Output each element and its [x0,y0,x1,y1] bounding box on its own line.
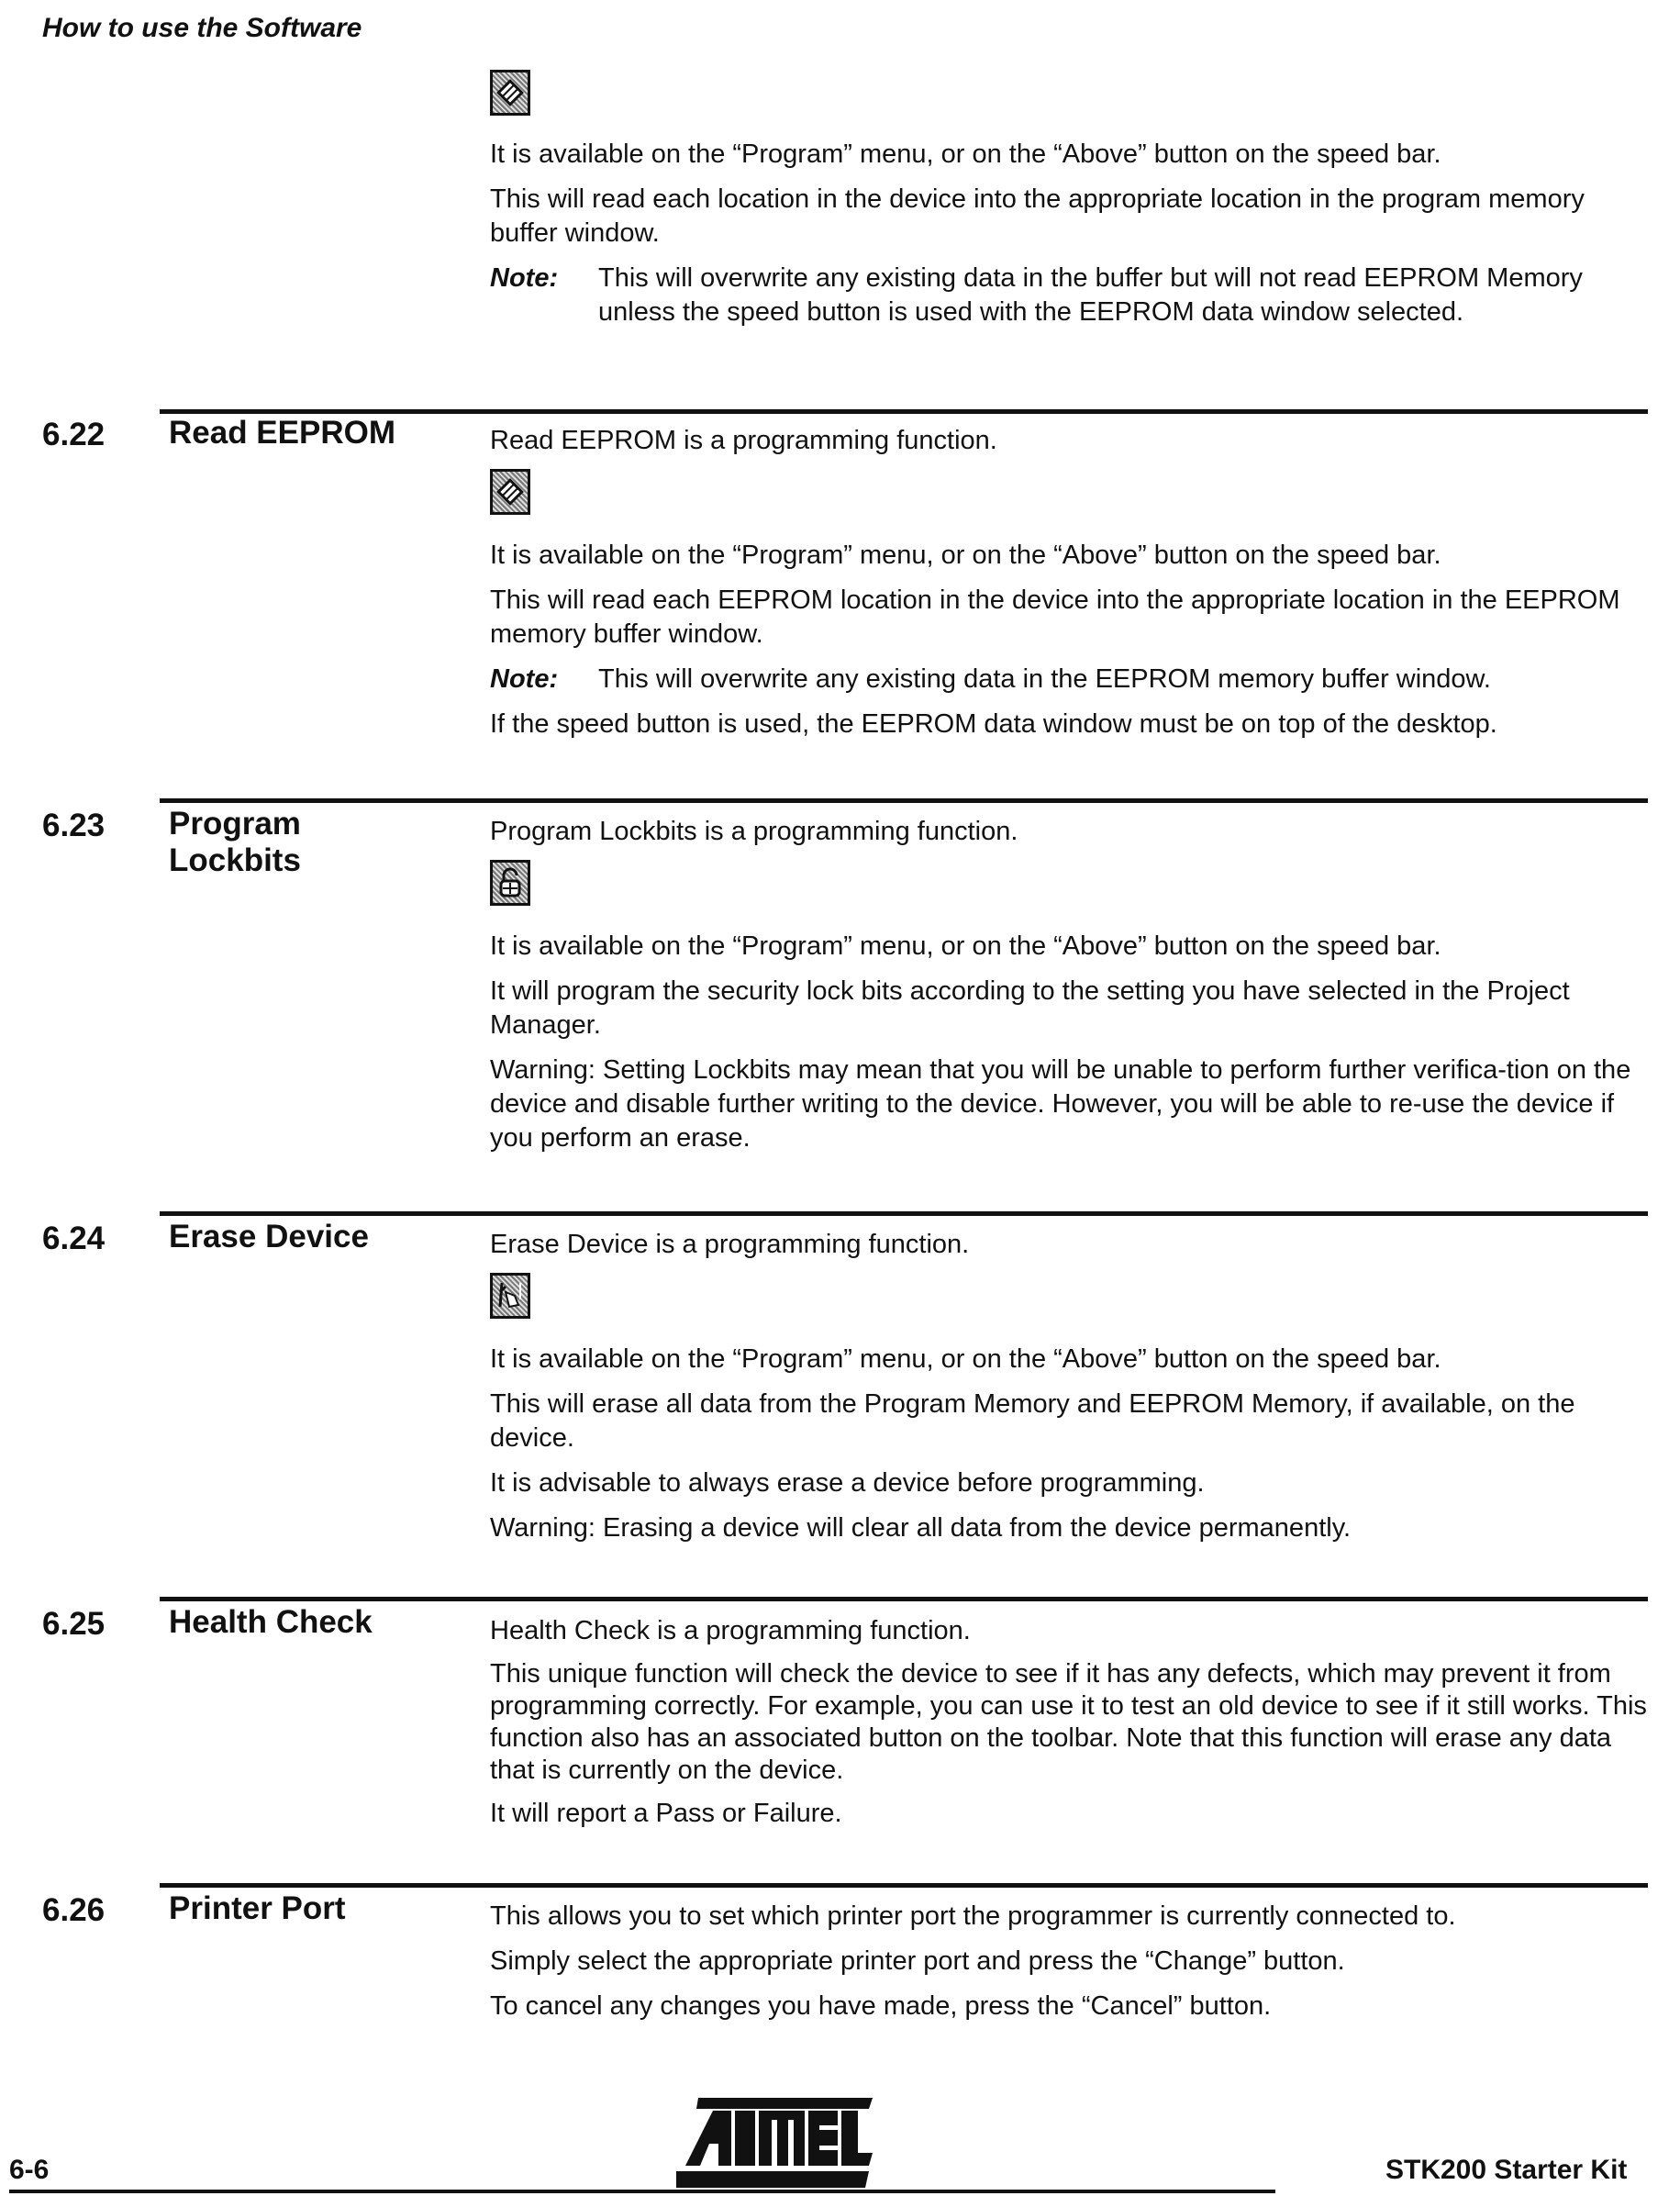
section-number: 6.26 [42,1892,106,1928]
section-rule [160,1597,1648,1601]
paragraph: It will report a Pass or Failure. [490,1799,842,1828]
section-body [490,424,1648,752]
paragraph: Warning: Setting Lockbits may mean that you will be unable to perform further verifica-tion on the device and disable further writing to the device. However, you will be able to re-use the device if you perform an erase. [490,1055,1631,1153]
running-header: How to use the Software [42,13,362,43]
section-number: 6.25 [42,1606,106,1642]
section-rule [160,409,1648,414]
paragraph: It will program the security lock bits according to the setting you have selected in the Project Manager. [490,976,1570,1040]
section-body [490,1615,1648,1841]
paragraph: It is available on the “Program” menu, or on the “Above” button on the speed bar. [490,541,1441,570]
note-text: This will overwrite any existing data in the EEPROM memory buffer window. [598,664,1491,694]
paragraph: Simply select the appropriate printer port and press the “Change” button. [490,1946,1345,1976]
paragraph: This unique function will check the device to see if it has any defects, which may prevent it from programming correctly. For example, you can use it to test an old device to see if it still works. This function also has an associated button on the toolbar. Note that this function will erase any data that is currently on the device. [490,1659,1647,1785]
paragraph: This will read each EEPROM location in the device into the appropriate location in the EEPROM memory buffer window. [490,585,1620,649]
lock-icon [490,860,530,906]
paragraph: To cancel any changes you have made, press the “Cancel” button. [490,1991,1272,2021]
paragraph: This will erase all data from the Program Memory and EEPROM Memory, if available, on the device. [490,1389,1575,1453]
lead-paragraph: Erase Device is a programming function. [490,1230,970,1259]
note-label: Note: [490,664,559,694]
section-title: Printer Port [169,1890,346,1926]
paragraph: If the speed button is used, the EEPROM data window must be on top of the desktop. [490,709,1497,739]
section-title: Erase Device [169,1219,369,1254]
section-title: Read EEPROM [169,415,395,451]
paragraph: This will read each location in the device into the appropriate location in the program memory buffer window. [490,184,1585,248]
erase-icon [490,1273,530,1319]
section-rule [160,798,1648,803]
paragraph: It is available on the “Program” menu, or on the “Above” button on the speed bar. [490,139,1441,169]
section-title-line: Program [169,806,301,842]
lead-paragraph: Read EEPROM is a programming function. [490,426,997,455]
paragraph: It is available on the “Program” menu, or on the “Above” button on the speed bar. [490,931,1441,961]
lead-paragraph: Program Lockbits is a programming function. [490,817,1018,846]
read-eeprom-icon [490,469,530,515]
section-rule [160,1883,1648,1888]
section-rule [160,1211,1648,1216]
paragraph: Warning: Erasing a device will clear all data from the device permanently. [490,1513,1352,1543]
intro-body [490,61,1648,340]
section-title-line: Lockbits [169,842,301,878]
note-label: Note: [490,263,559,293]
paragraph: It is available on the “Program” menu, or on the “Above” button on the speed bar. [490,1344,1441,1374]
section-body [490,815,1648,1166]
lead-paragraph: Health Check is a programming function. [490,1616,971,1645]
kit-name: STK200 Starter Kit [1385,2155,1628,2185]
note-text: This will overwrite any existing data in the buffer but will not read EEPROM Memory unless the speed button is used with the EEPROM data window selected. [598,263,1583,327]
paragraph: This allows you to set which printer port the programmer is currently connected to. [490,1901,1456,1931]
paragraph: It is advisable to always erase a device before programming. [490,1468,1205,1498]
section-title [169,806,301,879]
read-device-icon [490,70,530,116]
section-number: 6.23 [42,808,106,843]
section-title: Health Check [169,1604,373,1640]
section-number: 6.22 [42,417,106,452]
page-number: 6-6 [9,2155,50,2185]
section-number: 6.24 [42,1221,106,1256]
footer-rule [9,2190,1275,2193]
section-body [490,1900,1648,2034]
note [490,663,1648,697]
atmel-logo [676,2098,873,2190]
section-body [490,1228,1648,1556]
note [490,262,1648,329]
